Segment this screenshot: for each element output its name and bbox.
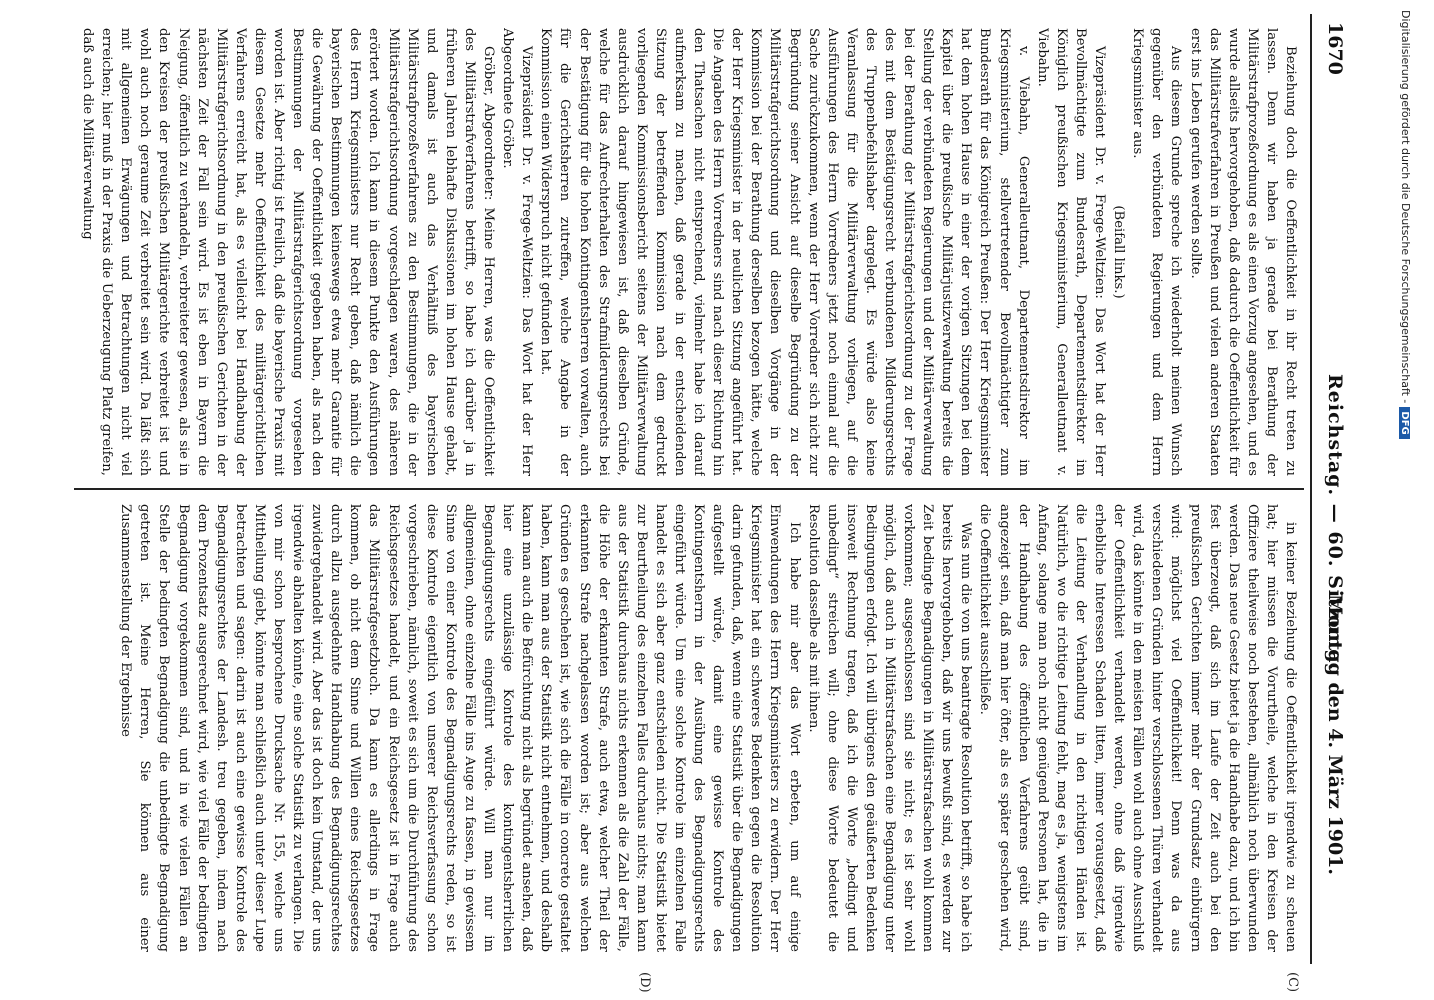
session-date: Montag den 4. März 1901.: [1324, 594, 1346, 876]
paragraph: Aus diesem Grunde spreche ich wiederholt meinen Wunsch gegenüber den verbündeten Regierungen und dem Herrn Kriegsminister aus.: [1130, 28, 1184, 476]
column-divider: [74, 488, 1304, 490]
margin-mark-d: (D): [637, 972, 652, 993]
right-column: [70, 504, 1300, 952]
left-column: [70, 28, 1300, 476]
page-number: 1670: [1324, 22, 1346, 75]
running-head: [1312, 14, 1352, 964]
document-page: [62, 14, 1352, 993]
dfg-logo: DFG: [1399, 407, 1410, 438]
applause-note: (Beifall links.): [1111, 205, 1127, 299]
header-rule: [1310, 14, 1312, 964]
paragraph: Gröber, Abgeordneter: Meine Herren, was die Oeffentlichkeit des Militärstrafverfahrens betrifft, so habe ich darüber ja in früheren Jahren lebhafte Diskussionen im hohen Hause gehabt, und damals ist auch das Verhältniß des bayerischen Militärstrafprozeßverfahrens zu den Bestimmungen, die in der Militärstrafgerichtsordnung vorgeschlagen waren, des näheren erörtert worden. Ich kann in diesem Punkte den Ausführungen des Herrn Kriegsministers nur Recht geben, daß nämlich die bayerischen Bestimmungen keineswegs etwa mehr Garantie für die Gewährung der Oeffentlichkeit gegeben haben, als nach den Bestimmungen der Militärstrafgerichtsordnung vorgesehen worden ist. Aber richtig ist freilich, daß die bayerische Praxis mit diesem Gesetze mehr Oeffentlichkeit des militärgerichtlichen Verfahrens erreicht hat, als es vielleicht bei Handhabung der Militärstrafgerichtsordnung in den preußischen Gerichten in der nächsten Zeit der Fall sein wird. Es ist eben in Bayern die Neigung, öffentlich zu verhandeln, verbreiteter gewesen, als sie in den Kreisen der preußischen Militärgerichte verbreitet ist und wohl auch noch geraume Zeit verbreitet sein wird. Da läßt sich mit allgemeinen Erwägungen und Betrachtungen nicht viel erreichen; hier muß in der Praxis die Ueberzeugung Platz greifen, daß auch die Militärverwaltung: [80, 28, 497, 476]
paragraph: Was nun die von uns beantragte Resolution betrifft, so habe ich bereits hervorgehoben, daß wir uns bewußt sind, es werden zur Zeit bedingte Begnadigungen in Militärstrafsachen wohl kommen vorkommen; ausgeschlossen sind sie nicht; es ist sehr wohl möglich, daß auch in Militärstrafsachen eine Begnadigung unter Bedingungen erfolgt. Ich will übrigens den geäußerten Bedenken insoweit Rechnung tragen, daß ich die Worte „bedingt und unbedingt“ streichen will; ohne diese Worte bedeutet die Resolution dasselbe als mit ihnen.: [805, 504, 974, 952]
paragraph: Vizepräsident Dr. v. Frege-Weltzien: Das Wort hat der Herr Bevollmächtigte zum Bundesrath, Departementsdirektor im Königlich preußischen Kriegsministerium, Generalleutnant v. Viebahn.: [1034, 28, 1108, 476]
paragraph: in keiner Beziehung die Oeffentlichkeit irgendwie zu scheuen hat; hier müssen die Vorurtheile, welche in den Kreisen der Offiziere theilweise noch bestehen, allmählich noch überwunden werden. Das neue Gesetz bietet ja die Handhabe dazu, und ich bin fest überzeugt, daß sich im Laufe der Zeit auch bei den preußischen Gerichten immer mehr der Grundsatz einbürgern wird: möglichst viel Oeffentlichkeit! Denn was da aus verschiedenen Gründen hinter verschlossenen Thüren verhandelt wird, das könnte in den meisten Fällen wohl auch ohne Ausschluß der Oeffentlichkeit verhandelt werden, ohne daß irgendwie erhebliche Interessen Schaden litten, immer vorausgesetzt, daß die Leitung der Verhandlung in den richtigen Händen ist. Natürlich, wo die richtige Leitung fehlt, mag es ja, wenigstens im Anfang, solange man noch nicht genügend Personen hat, die in der Handhabung des öffentlichen Verfahrens geübt sind, angezeigt sein, daß man hier öfter, als es später geschehen wird, die Oeffentlichkeit ausschließe.: [977, 504, 1298, 952]
credit-text: Digitalisierung gefördert durch die Deutsche Forschungsgemeinschaft -: [1399, 10, 1412, 404]
page-title: Reichstag. — 60. Sitzung.: [1324, 374, 1346, 672]
margin-mark-c: (C): [1285, 972, 1300, 993]
paragraph: Beziehung doch die Oeffentlichkeit in ihr Recht treten zu lassen. Denn wir haben ja gerade bei Berathung der Militärstrafprozeßordnung es als einen Vorzug angesehen, und es wurde allseits hervorgehoben, daß dadurch die Oeffentlichkeit für das Militärstrafverfahren in Preußen und vielen anderen Staaten erst ins Leben gerufen werden sollte.: [1187, 28, 1298, 476]
paragraph: Vizepräsident Dr. v. Frege-Weltzien: Das Wort hat der Herr Abgeordnete Gröber.: [500, 28, 535, 476]
paragraph: Ich habe mir aber das Wort erbeten, um auf einige Einwendungen des Herrn Kriegsministers zu erwidern. Der Herr Kriegsminister hat ein schweres Bedenken gegen die Resolution darin gefunden, daß, wenn eine Statistik über die Begnadigungen aufgestellt würde, damit eine gewisse Kontrole des Kontingentsherrn in der Ausübung des Begnadigungsrechts eingeführt würde. Um eine solche Kontrole im einzelnen Falle handelt es sich aber ganz entschieden nicht. Die Statistik bietet zur Beurtheilung des einzelnen Falles durchaus nichts; man kann aus der Statistik durchaus nichts erkennen als die Zahl der Fälle, die Höhe der erkannten Strafe, auch etwa, welcher Theil der erkannten Strafe nachgelassen worden ist; aber aus welchen Gründen es geschehen ist, wie sich die Fälle in concreto gestaltet haben, kann man aus der Statistik nicht entnehmen, und deshalb kann man auch die Befürchtung nicht als begründet ansehen, daß hier eine unzulässige Kontrole des kontingentsherrlichen Begnadigungsrechts eingeführt würde. Will man nur im allgemeinen, ohne einzelne Fälle ins Auge zu fassen, in gewissem Sinne von einer Kontrole des Begnadigungsrechts reden, so ist diese Kontrole eigentlich von unserer Reichsverfassung schon vorgeschrieben, nämlich, soweit es sich um die Durchführung des Reichsgesetzes handelt, und ein Reichsgesetz ist in Frage auch das Militärstrafgesetzbuch. Da kann es allerdings in Frage kommen, ob nicht dem Sinne und Willen eines Reichsgesetzes durch allzu ausgedehnte Handhabung des Begnadigungsrechtes zuwidergehandelt wird. Aber das ist doch kein Umstand, der uns irgendwie abhalten könnte, eine solche Statistik zu verlangen. Die von mir schon besprochene Drucksache Nr. 155, welche uns Mittheilung giebt, könnte man schließlich auch unter dieser Lupe betrachten und sagen: darin ist auch eine gewisse Kontrole des Begnadigungsrechtes der Landesh. treu gegeben, indem nach dem Prozentsatz ausgerechnet wird, wie viel Fälle der bedingten Begnadigung vorgekommen sind, und in wie vielen Fällen an Stelle der bedingten Begnadigung die unbedingte Begnadigung getreten ist. Meine Herren, Sie können aus einer Zusammenstellung der Ergebnisse: [118, 504, 802, 952]
paragraph: v. Viebahn, Generalleutnant, Departementsdirektor im Kriegsministerium, stellvertretender Bevollmächtigter zum Bundesrath für das Königreich Preußen: Der Herr Kriegsminister hat dem hohen Hause in einer der vorigen Sitzungen bei dem Kapitel über die preußische Militärjustizverwaltung bereits die Stellung der verbündeten Regierungen und der Militärverwaltung bei der Berathung der Militärstrafgerichtsordnung zu der Frage des mit dem Bestätigungsrecht verbundenen Milderungsrechts des Truppenbefehlshaber dargelegt. Es würde also keine Veranlassung für die Militärverwaltung vorliegen, auf die Ausführungen des Herrn Vorredners jetzt noch einmal auf die Sache zurückzukommen, wenn der Herr Vorredner sich nicht zur Begründung seiner Ansicht auf dieselbe Begründung zu der Militärstrafgerichtsordnung und dieselben Vorgänge in der Kommission bei der Berathung derselben bezogen hätte, welche der Herr Kriegsminister in der neulichen Sitzung angeführt hat. Die Angaben des Herrn Vorredners sind nach dieser Richtung hin den Thatsachen nicht entsprechend, vielmehr habe ich darauf aufmerksam zu machen, daß gerade in der entscheidenden Sitzung der betreffenden Kommission nach dem gedruckt vorliegenden Kommissionsbericht seitens der Militärverwaltung ausdrücklich darauf hingewiesen ist, daß dieselben Gründe, welche für das Aufrechterhalten des Strafmilderungsrechts bei der Bestätigung für die hohen Kontingentsherren vorwalten, auch für die Gerichtsherren zutreffen, welche Angabe in der Kommission einen Widerspruch nicht gefunden hat.: [538, 28, 1031, 476]
digitization-credit: [1394, 10, 1412, 970]
